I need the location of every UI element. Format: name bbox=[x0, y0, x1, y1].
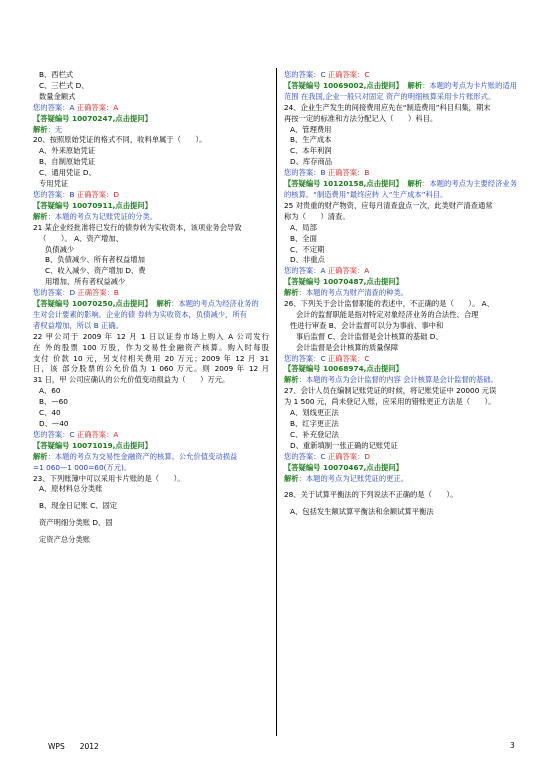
ask-question-link bbox=[284, 277, 524, 288]
question-line: A、60 bbox=[39, 386, 61, 396]
question-line: 21 某企业经批准将已发行的债券转为实收资本，该项业务会导致 bbox=[33, 222, 242, 232]
analysis-label: 解析 bbox=[33, 451, 48, 461]
question-line: B、全面 bbox=[290, 233, 317, 243]
question-line: A、包括发生额试算平衡法和余额试算平衡法 bbox=[290, 507, 434, 517]
question-line: 为 1 500 元，尚未登记入账，应采用的错账更正方法是（ ）。 bbox=[284, 397, 496, 407]
question-line: 事后监督 C、会计监督是会计核算的基础 D、 bbox=[296, 331, 443, 341]
your-answer-label: 您的答案： bbox=[33, 429, 70, 439]
question-line: 31 日，甲 公司应确认的公允价值变动损益为（ ）万元。 bbox=[33, 375, 230, 385]
question-line: （ ）。 A、资产增加、 bbox=[39, 233, 123, 243]
correct-answer-value: D bbox=[113, 189, 119, 199]
answer-code-link[interactable]: 【答疑编号 10070911,点击提问】 bbox=[33, 200, 152, 210]
analysis-text: 的核算。“制造费用”最终应转 入“生产成本”科目。 bbox=[284, 189, 448, 199]
analysis-text: ：本题的考点为记账凭证的更正。 bbox=[298, 473, 409, 483]
question-line: 26、下列关于会计监督职能的表述中，不正确的是（ ）。 A、 bbox=[284, 299, 494, 309]
correct-answer-label: 正确答案： bbox=[325, 168, 365, 178]
analysis-line bbox=[284, 288, 524, 299]
question-line: B、西栏式 bbox=[39, 70, 74, 79]
question-line: 25 对贵重的财产物资，应每月清查盘点一次，此类财产清查通常 bbox=[284, 200, 493, 210]
your-answer-value: C bbox=[320, 451, 326, 461]
correct-answer-value: A bbox=[364, 266, 370, 276]
code-analysis-line bbox=[33, 299, 269, 310]
ask-question-link bbox=[33, 114, 269, 125]
correct-answer-value: C bbox=[364, 70, 370, 79]
question-line: 数量金额式 bbox=[39, 91, 76, 101]
analysis-text: ：本题的考点为卡片账的适用 bbox=[422, 80, 517, 90]
analysis-text: ：本题的考点为会计监督的内容 会计核算是会计监督的基础。 bbox=[298, 375, 498, 385]
ask-question-link bbox=[33, 201, 269, 212]
question-line: 专用凭证 bbox=[39, 179, 69, 189]
question-line: B、现金日记账 C、固定 bbox=[39, 501, 118, 511]
correct-answer-label: 正确答案： bbox=[325, 70, 365, 79]
analysis-line bbox=[284, 474, 524, 485]
correct-answer-value: A bbox=[113, 429, 119, 439]
analysis-label: 解析 bbox=[284, 288, 299, 298]
question-line: 支付 价款 10 元，另支付相关费用 20 万元；2009 年 12 月 31 bbox=[33, 353, 269, 363]
correct-answer-label: 正确答案： bbox=[75, 288, 114, 298]
question-line: C、三栏式 D、 bbox=[39, 80, 89, 90]
analysis-text: ：无 bbox=[47, 124, 63, 134]
correct-answer-label: 正确答案： bbox=[325, 451, 365, 461]
question-line: C、通用凭证 D、 bbox=[39, 168, 96, 178]
correct-answer-value: C bbox=[364, 353, 370, 363]
question-line: D、—40 bbox=[39, 419, 69, 428]
question-line: 再按一定的标准和方法分配记入（ ）科目。 bbox=[284, 113, 438, 123]
correct-answer-label: 正确答案： bbox=[325, 353, 365, 363]
answer-code-link[interactable]: 【答疑编号 10068974,点击提问】 bbox=[284, 364, 403, 374]
your-answer-label: 您的答案： bbox=[284, 266, 321, 276]
answer-code-link[interactable]: 【答疑编号 10069002,点击提问】 bbox=[284, 80, 403, 90]
ask-question-link bbox=[284, 364, 524, 375]
your-answer-value: D bbox=[69, 288, 76, 298]
question-line: 24、企业生产发生的间接费用应先在“制造费用”科目归集，期末 bbox=[284, 102, 491, 112]
question-line: 在 外的股票 100 万股，作为交易性金融资产核算。购入时每股 bbox=[33, 342, 269, 352]
answer-code-link[interactable]: 【答疑编号 10070487,点击提问】 bbox=[284, 277, 403, 287]
analysis-text: 者权益增加，所以 B 正确。 bbox=[33, 320, 123, 330]
ask-question-link bbox=[284, 463, 524, 474]
your-answer-label: 您的答案： bbox=[284, 353, 321, 363]
analysis-label: 解析 bbox=[33, 211, 48, 221]
your-answer-value: C bbox=[69, 429, 75, 439]
question-line: D、库存商品 bbox=[290, 157, 333, 167]
analysis-line bbox=[284, 190, 524, 201]
analysis-line bbox=[33, 463, 269, 474]
question-line: C、补充登记法 bbox=[290, 429, 339, 439]
question-line: 28、关于试算平衡法的下列说法不正确的是（ ）。 bbox=[284, 490, 458, 500]
your-answer-label: 您的答案： bbox=[33, 288, 70, 298]
analysis-text: ：本题的考点为财产清查的种类。 bbox=[298, 288, 409, 298]
answer-line bbox=[284, 70, 524, 81]
answer-line bbox=[33, 190, 269, 201]
analysis-text: ：本题的考点为主要经济业务 bbox=[422, 179, 517, 189]
correct-answer-label: 正确答案： bbox=[74, 429, 114, 439]
question-line: 27、会计人员在编制记账凭证的时候，将记账凭证中 20000 元误 bbox=[284, 386, 497, 396]
analysis-text: ：本题的考点为经济业务的 bbox=[171, 299, 259, 309]
analysis-line bbox=[284, 375, 524, 386]
question-line: C、本年利润 bbox=[290, 146, 332, 156]
correct-answer-value: D bbox=[364, 451, 371, 461]
answer-line bbox=[33, 288, 269, 299]
analysis-label: 解析 bbox=[407, 80, 423, 90]
analysis-line bbox=[33, 321, 269, 332]
correct-answer-value: B bbox=[113, 288, 119, 298]
analysis-text: ：本题的考点为交易性金融资产的核算。公允价值变动损益 bbox=[47, 451, 238, 461]
analysis-line bbox=[284, 92, 524, 103]
your-answer-value: B bbox=[69, 189, 75, 199]
column-divider bbox=[276, 68, 277, 736]
analysis-line bbox=[33, 212, 269, 223]
analysis-line bbox=[33, 452, 269, 463]
answer-code-link[interactable]: 【答疑编号 10070250,点击提问】 bbox=[33, 299, 152, 309]
correct-answer-label: 正确答案： bbox=[74, 102, 114, 112]
answer-line bbox=[284, 452, 524, 463]
question-line: D、非重点 bbox=[290, 255, 325, 265]
answer-line bbox=[284, 266, 524, 277]
analysis-text: 生对会计要素的影响。企业的债 券转为实收资本，负债减少，所有 bbox=[33, 309, 247, 319]
your-answer-label: 您的答案： bbox=[33, 102, 70, 112]
question-line: B、生产成本 bbox=[290, 135, 332, 145]
your-answer-value: A bbox=[69, 102, 75, 112]
answer-code-link[interactable]: 【答疑编号 10070467,点击提问】 bbox=[284, 462, 403, 472]
question-line: 22 甲公司于 2009 年 12 月 1 日以证券市场上购入 A 公司发行 bbox=[33, 331, 269, 341]
question-line: B、负债减少、所有者权益增加 bbox=[45, 255, 145, 265]
page-number: 3 bbox=[510, 741, 515, 750]
correct-answer-label: 正确答案： bbox=[74, 189, 114, 199]
analysis-label: 解析 bbox=[156, 299, 172, 309]
your-answer-label: 您的答案： bbox=[284, 168, 321, 178]
answer-code-link[interactable]: 【答疑编号 10070247,点击提问】 bbox=[33, 113, 152, 123]
question-line: C、收入减少、资产增加 D、费 bbox=[45, 266, 146, 276]
analysis-text: =1 060—1 000=60(万元)。 bbox=[33, 462, 132, 472]
question-line: B、红字更正法 bbox=[290, 419, 339, 428]
question-line: 会计监督是会计核算的质量保障 bbox=[296, 342, 399, 352]
code-analysis-line bbox=[284, 81, 524, 92]
your-answer-value: A bbox=[320, 266, 326, 276]
answer-code-link[interactable]: 【答疑编号 10120158,点击提问】 bbox=[284, 179, 403, 189]
analysis-label: 解析 bbox=[284, 473, 299, 483]
question-line: 负债减少 bbox=[45, 244, 75, 254]
analysis-label: 解析 bbox=[407, 179, 423, 189]
question-line: 23、下列账簿中可以采用卡片账的是（ ）。 bbox=[33, 473, 185, 483]
your-answer-label: 您的答案： bbox=[284, 70, 321, 79]
answer-line bbox=[33, 103, 269, 114]
your-answer-label: 您的答案： bbox=[284, 451, 321, 461]
question-line: 定资产总分类账 bbox=[39, 535, 91, 545]
question-line: 20、按照原始凭证的格式不同，收料单属于（ ）。 bbox=[33, 135, 207, 145]
answer-line bbox=[284, 168, 524, 179]
footer-app-year: WPS 2012 bbox=[48, 742, 99, 751]
question-line: 性进行审查 B、会计监督可以分为事前、事中和 bbox=[290, 320, 444, 330]
question-line: A、管理费用 bbox=[290, 124, 332, 134]
question-line: A、原材料总分类账 bbox=[39, 484, 103, 494]
question-line: A、局部 bbox=[290, 222, 317, 232]
question-line: A、划线更正法 bbox=[290, 408, 339, 418]
your-answer-label: 您的答案： bbox=[33, 189, 70, 199]
code-analysis-line bbox=[284, 179, 524, 190]
analysis-text: ：本题的考点为记账凭证的分类。 bbox=[47, 211, 158, 221]
answer-line bbox=[284, 354, 524, 365]
analysis-label: 解析 bbox=[284, 375, 299, 385]
question-line: C、40 bbox=[39, 408, 61, 418]
question-line: B、—60 bbox=[39, 397, 68, 407]
question-line: B、自制原始凭证 bbox=[39, 157, 96, 167]
question-line: D、重新填制一张正确的记账凭证 bbox=[290, 440, 398, 450]
analysis-line bbox=[33, 310, 269, 321]
question-line: 会计的监督职能是指对特定对象经济业务的合法性、合理 bbox=[296, 309, 479, 319]
your-answer-value: C bbox=[320, 353, 326, 363]
question-line: C、不定期 bbox=[290, 244, 325, 254]
your-answer-value: B bbox=[320, 168, 326, 178]
question-line: 称为（ ）清查。 bbox=[284, 211, 350, 221]
left-column bbox=[33, 70, 269, 546]
question-line: 用增加、所有者权益减少 bbox=[45, 277, 126, 287]
ask-question-link bbox=[33, 441, 269, 452]
correct-answer-label: 正确答案： bbox=[325, 266, 365, 276]
correct-answer-value: B bbox=[364, 168, 370, 178]
answer-code-link[interactable]: 【答疑编号 10071019,点击提问】 bbox=[33, 440, 152, 450]
answer-line bbox=[33, 430, 269, 441]
analysis-label: 解析 bbox=[33, 124, 48, 134]
analysis-text: 范围 在我国,企业一般只对固定 资产的明细核算采用卡片账形式。 bbox=[284, 91, 496, 101]
right-column bbox=[284, 70, 524, 518]
question-line: A、外来原始凭证 bbox=[39, 146, 96, 156]
your-answer-value: C bbox=[320, 70, 326, 79]
question-line: 资产明细分类账 D、固 bbox=[39, 518, 113, 528]
question-line: 日，该 部分股票的公允价值为 1 060 万元。则 2009 年 12 月 bbox=[33, 364, 269, 374]
correct-answer-value: A bbox=[113, 102, 119, 112]
analysis-line bbox=[33, 125, 269, 136]
